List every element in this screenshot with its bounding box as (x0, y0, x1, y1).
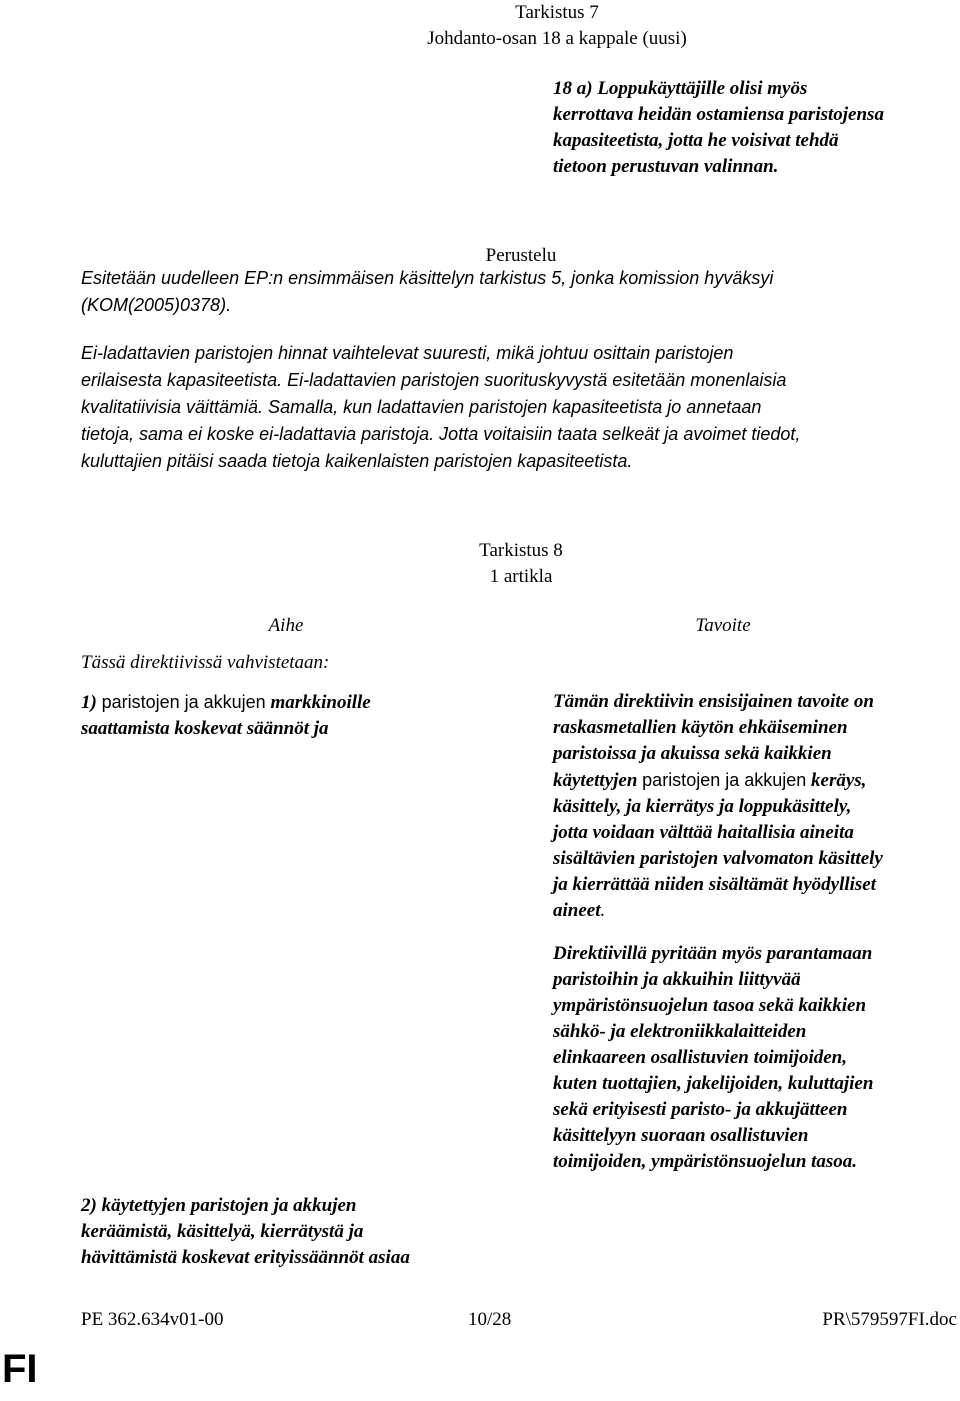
amendment7-title-text: Tarkistus 7 (515, 2, 599, 23)
footer-language-code (2, 1346, 38, 1392)
right-heading-text: Tavoite (695, 615, 751, 636)
left-item-2 (81, 1193, 501, 1271)
text-line: kvalitatiivisia väittämiä. Samalla, kun ladattavien paristojen kapasiteetista jo annetaan (81, 397, 762, 417)
text-line: paristoihin ja akkuihin liittyvää (553, 969, 801, 990)
amendment7-subtitle-text: Johdanto-osan 18 a kappale (uusi) (427, 28, 687, 49)
footer-page-text: 10/28 (468, 1309, 512, 1330)
text-line: käsittelyyn suoraan osallistuvien (553, 1125, 809, 1146)
text-line: elinkaareen osallistuvien toimijoiden, (553, 1047, 847, 1068)
footer-doc-ref-text: PE 362.634v01-00 (81, 1309, 224, 1330)
justification-paragraph-2 (81, 340, 951, 475)
text-line: sekä erityisesti paristo- ja akkujätteen (553, 1099, 848, 1120)
text-bold: aineet (553, 900, 601, 921)
left-intro-text: Tässä direktiivissä vahvistetaan: (81, 652, 330, 673)
text-line: tietoon perustuvan valinnan. (553, 156, 779, 177)
text-line: ja kierrättää niiden sisältämät hyödylliset (553, 874, 877, 895)
text-line: tietoja, sama ei koske ei-ladattavia paristoja. Jotta voitaisiin taata selkeät ja avoimet tiedot, (81, 424, 801, 444)
text-line: keräämistä, käsittelyä, kierrätystä ja (81, 1221, 364, 1242)
text-line: kuten tuottajien, jakelijoiden, kuluttajien (553, 1073, 874, 1094)
amendment8-title-text: Tarkistus 8 (479, 540, 563, 561)
text-line: käsittely, ja kierrätys ja loppukäsittely, (553, 796, 852, 817)
footer-language-text: FI (2, 1347, 38, 1391)
text-line: jotta voidaan välttää haitallisia aineita (553, 822, 854, 843)
text-line: raskasmetallien käytön ehkäiseminen (553, 717, 848, 738)
text-bold: käytettyjen (553, 770, 638, 791)
text-line: paristoissa ja akuissa sekä kaikkien (553, 743, 832, 764)
text-line: kerrottava heidän ostamiensa paristojensa (553, 104, 884, 125)
item-text-bold: markkinoille (270, 692, 371, 713)
amendment7-text (553, 76, 953, 180)
text-line: ympäristönsuojelun tasoa sekä kaikkien (553, 995, 867, 1016)
text-line: kapasiteetista, jotta he voisivat tehdä (553, 130, 839, 151)
item-number: 1) (81, 692, 97, 713)
item-text: paristojen ja akkujen (101, 692, 266, 712)
text-line: hävittämistä koskevat erityissäännöt asiaa (81, 1247, 410, 1268)
amendment8-subtitle-text: 1 artikla (489, 566, 553, 587)
footer-doc-ref (81, 1307, 224, 1333)
text-line: Ei-ladattavien paristojen hinnat vaihtelevat suuresti, mikä johtuu osittain paristojen (81, 343, 734, 363)
text-line: (KOM(2005)0378). (81, 295, 232, 315)
text-normal: . (600, 900, 606, 921)
right-heading (553, 613, 953, 639)
text-line: 18 a) Loppukäyttäjille olisi myös (553, 78, 808, 99)
text-line: Esitetään uudelleen EP:n ensimmäisen käsittelyn tarkistus 5, jonka komission hyväksyi (81, 268, 774, 288)
footer-page-number (468, 1307, 511, 1333)
right-paragraph-1 (553, 689, 953, 924)
footer-file-name (822, 1307, 957, 1333)
right-paragraph-2 (553, 941, 953, 1175)
text-line: Direktiivillä pyritään myös parantamaan (553, 943, 873, 964)
left-item-1 (81, 689, 501, 742)
text-line: sähkö- ja elektroniikkalaitteiden (553, 1021, 807, 1042)
left-heading (81, 613, 491, 639)
amendment7-title (0, 0, 960, 26)
justification-paragraph-1 (81, 265, 941, 319)
justification-heading-text: Perustelu (485, 245, 557, 266)
text-line: kuluttajien pitäisi saada tietoja kaikenlaisten paristojen kapasiteetista. (81, 451, 633, 471)
text-line: 2) käytettyjen paristojen ja akkujen (81, 1195, 357, 1216)
text-line: Tämän direktiivin ensisijainen tavoite on (553, 691, 874, 712)
text-line: sisältävien paristojen valvomaton käsittely (553, 848, 883, 869)
left-heading-text: Aihe (268, 615, 304, 636)
item-text-bold: saattamista koskevat säännöt ja (81, 718, 329, 739)
amendment8-subtitle (0, 564, 960, 590)
text-bold: keräys, (811, 770, 867, 791)
amendment8-title (0, 538, 960, 564)
text-line: erilaisesta kapasiteetista. Ei-ladattavien paristojen suorituskyvystä esitetään monenlaisia (81, 370, 787, 390)
footer-file-text: PR\579597FI.doc (822, 1309, 957, 1330)
amendment7-subtitle (0, 26, 960, 52)
text-normal: paristojen ja akkujen (642, 770, 807, 790)
left-intro (81, 650, 329, 676)
text-line: toimijoiden, ympäristönsuojelun tasoa. (553, 1151, 858, 1172)
